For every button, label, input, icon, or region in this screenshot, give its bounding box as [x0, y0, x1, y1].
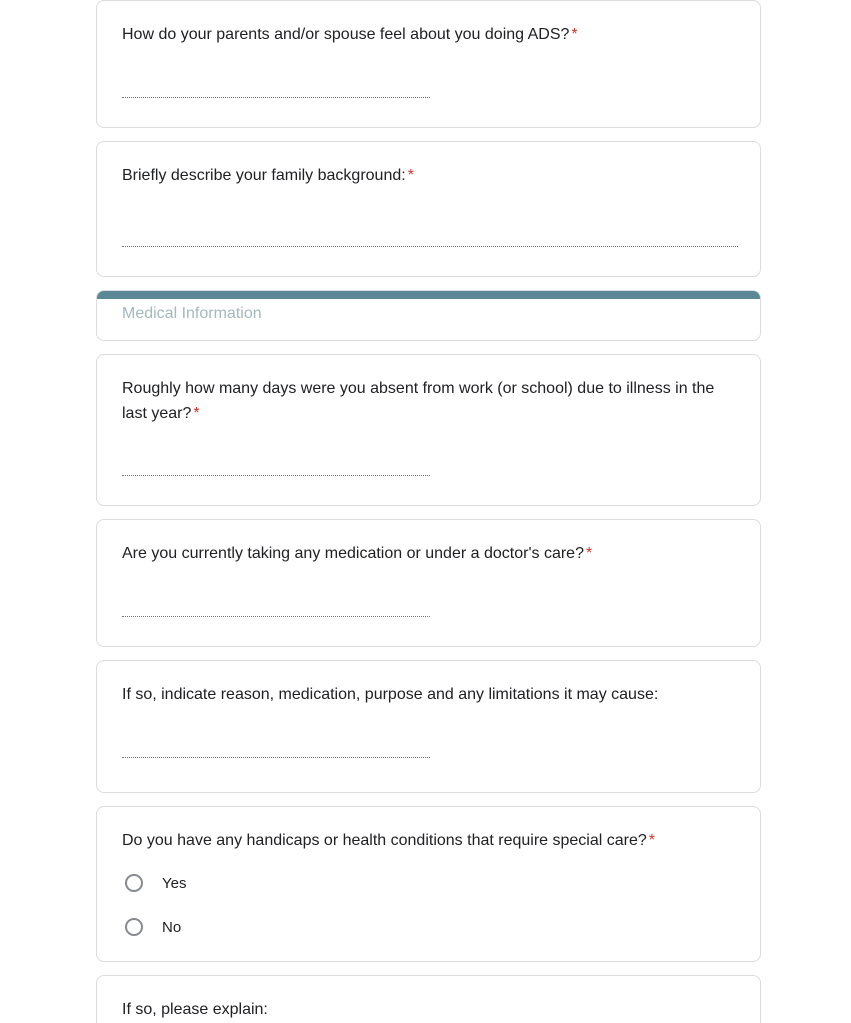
radio-button-icon[interactable] [125, 918, 143, 936]
question-card-parents-feel [96, 0, 761, 128]
required-asterisk: * [193, 405, 200, 422]
question-text: If so, please explain: [122, 1001, 268, 1018]
question-title [122, 22, 720, 47]
question-title [122, 682, 720, 707]
question-title [122, 163, 720, 188]
short-answer-input[interactable] [122, 475, 430, 476]
question-title [122, 828, 720, 853]
section-title: Medical Information [122, 305, 262, 322]
required-asterisk: * [571, 26, 578, 43]
radio-button-icon[interactable] [125, 874, 143, 892]
question-text: Briefly describe your family background: [122, 167, 406, 184]
radio-label: Yes [162, 874, 187, 892]
paragraph-answer-input[interactable] [122, 246, 738, 247]
radio-option-yes[interactable] [125, 874, 186, 892]
short-answer-input[interactable] [122, 97, 430, 98]
question-text: How do your parents and/or spouse feel about you doing ADS? [122, 26, 570, 43]
question-text: Roughly how many days were you absent from work (or school) due to illness in the last year? [122, 380, 715, 422]
question-card-handicaps [96, 806, 761, 962]
short-answer-input[interactable] [122, 616, 430, 617]
question-card-medication-details [96, 660, 761, 793]
section-header-card [96, 290, 761, 341]
question-card-family-background [96, 141, 761, 277]
question-card-explain [96, 975, 761, 1023]
question-text: If so, indicate reason, medication, purpose and any limitations it may cause: [122, 686, 659, 703]
question-card-absent-days [96, 354, 761, 506]
question-title [122, 376, 720, 426]
question-title [122, 997, 720, 1022]
required-asterisk: * [585, 545, 593, 562]
radio-option-no[interactable] [125, 918, 181, 936]
question-text: Do you have any handicaps or health conditions that require special care? [122, 832, 647, 849]
required-asterisk: * [407, 167, 414, 184]
question-title [122, 541, 720, 566]
short-answer-input[interactable] [122, 757, 430, 758]
section-accent-bar [97, 291, 760, 299]
question-text: Are you currently taking any medication or under a doctor's care? [122, 545, 584, 562]
radio-label: No [162, 918, 182, 936]
question-card-medication [96, 519, 761, 647]
required-asterisk: * [648, 832, 656, 849]
